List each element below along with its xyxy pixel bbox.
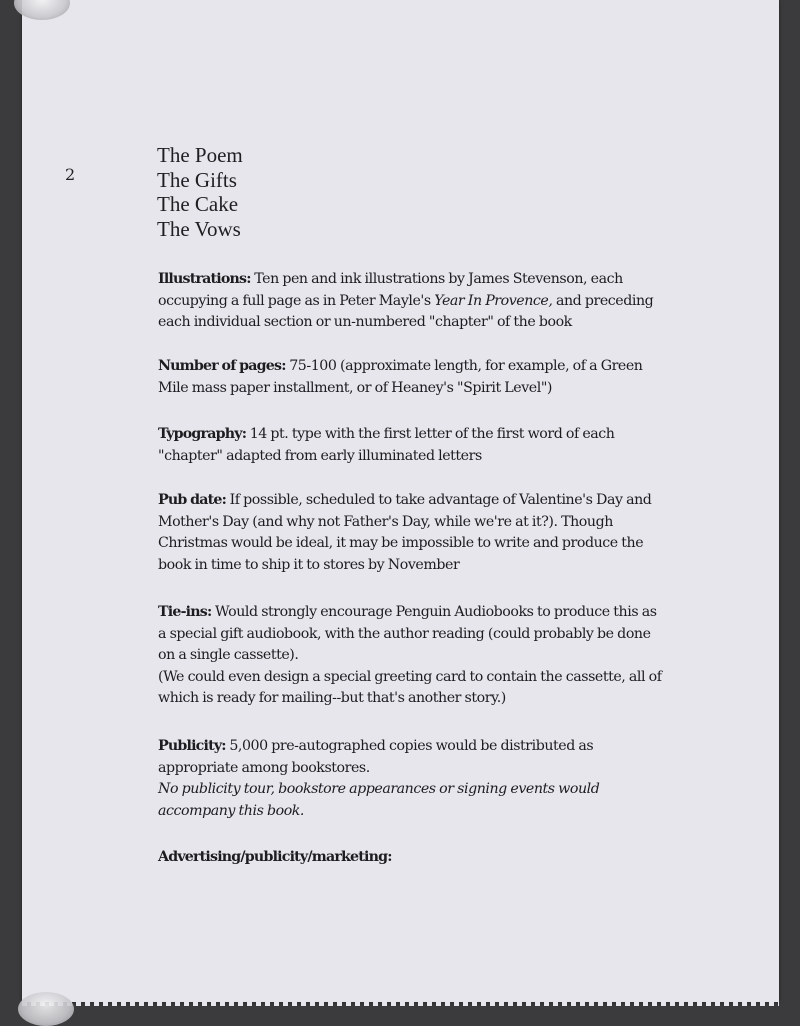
illustrations-paragraph — [124, 269, 664, 334]
section-item: The Vows — [157, 216, 241, 241]
pages-paragraph — [124, 356, 664, 399]
section-item: The Cake — [157, 192, 239, 216]
tie-ins-text: Would strongly encourage Penguin Audiobooks to produce this as a special gift audiobook, with the author reading (could probably be done on a single cassette). — [158, 604, 657, 663]
pub-date-label: Pub date: — [158, 492, 227, 508]
pub-date-paragraph — [124, 490, 664, 576]
tie-ins-paragraph — [124, 602, 664, 710]
pages-label: Number of pages: — [158, 358, 286, 374]
publicity-note: No publicity tour, bookstore appearances or signing events would accompany this book. — [158, 781, 600, 819]
typography-text: 14 pt. type with the first letter of the first word of each "chapter" adapted from early illuminated letters — [158, 426, 615, 464]
paper-clip-bottom — [18, 992, 74, 1026]
illustrations-text-before: Ten pen and ink illustrations by James Stevenson, each occupying a full page as in Peter Mayle's — [158, 271, 623, 309]
typography-paragraph — [124, 424, 664, 467]
illustrations-book-title: Year In Provence, — [434, 292, 553, 309]
section-list — [157, 143, 243, 241]
publicity-text: 5,000 pre-autographed copies would be distributed as appropriate among bookstores. — [158, 738, 594, 776]
advertising-paragraph — [124, 847, 664, 869]
section-item: The Poem — [157, 143, 243, 167]
pub-date-text: If possible, scheduled to take advantage of Valentine's Day and Mother's Day (and why not Father's Day, while we're at it?). Though Christmas would be ideal, it may be impossible to write and produce the book in time to ship it to stores by November — [158, 492, 652, 573]
tie-ins-label: Tie-ins: — [158, 604, 212, 620]
advertising-label: Advertising/publicity/marketing: — [158, 849, 392, 865]
illustrations-label: Illustrations: — [158, 271, 251, 287]
illustrations-text-after: and preceding each individual section or un-numbered "chapter" of the book — [158, 292, 654, 330]
publicity-paragraph — [124, 736, 664, 822]
typography-label: Typography: — [158, 426, 247, 442]
section-item: The Gifts — [157, 167, 237, 192]
pages-text: 75-100 (approximate length, for example, of a Green Mile mass paper installment, or of Heaney's "Spirit Level") — [158, 358, 643, 396]
page-number: 2 — [65, 165, 76, 184]
tie-ins-note: (We could even design a special greeting card to contain the cassette, all of which is ready for mailing--but that's another story.) — [158, 668, 662, 706]
publicity-label: Publicity: — [158, 738, 226, 754]
